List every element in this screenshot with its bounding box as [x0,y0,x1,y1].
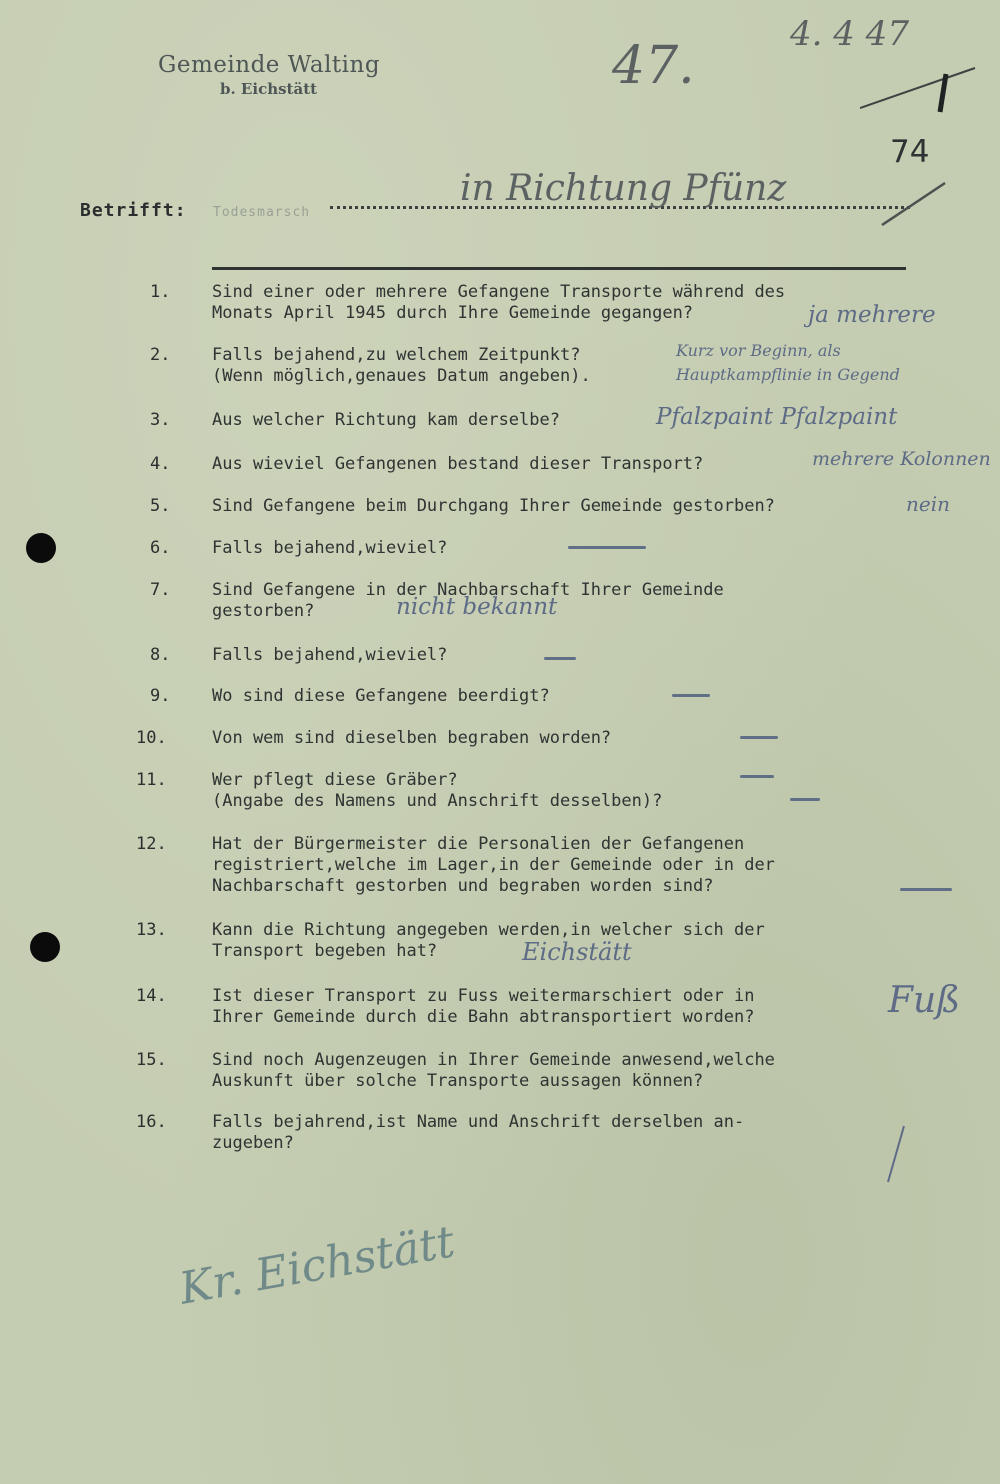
question-text: Falls bejahrend,ist Name und Anschrift derselben an- zugeben? [212,1112,745,1153]
answer-dash [900,888,952,891]
municipality-stamp [158,52,380,98]
answer-handwritten: Kurz vor Beginn, als Hauptkampflinie in Gegend [676,341,900,384]
question-text: Sind einer oder mehrere Gefangene Transporte während des Monats April 1945 durch Ihre Gemeinde gegangen? [212,282,786,323]
answer-dash [544,657,576,660]
question-text: Von wem sind dieselben begraben worden? [212,728,612,748]
stamp-district: b. Eichstätt [220,80,318,98]
answer-dash [672,694,710,697]
footer-handwritten-note: Kr. Eichstätt [175,1216,459,1315]
answer-slash-mark [884,1124,908,1186]
betreff-slash-mark [880,180,950,230]
answer-handwritten: mehrere Kolonnen [812,448,991,470]
question-text: Aus welcher Richtung kam derselbe? [212,410,560,430]
answer-handwritten: Pfalzpaint Pfalzpaint [656,404,898,430]
question-number: 13. [136,920,167,940]
question-text: Kann die Richtung angegeben werden,in welcher sich der Transport begeben hat? [212,920,765,961]
question-number: 5. [150,496,171,516]
question-text: Wer pflegt diese Gräber? (Angabe des Namens und Anschrift desselben)? [212,770,663,811]
strike-through-mark [860,50,980,120]
question-number: 2. [150,345,171,365]
answer-dash [568,546,646,549]
page-number: 74 [890,134,930,170]
betreff-faint-text: Todesmarsch [213,205,311,220]
question-number: 16. [136,1112,167,1132]
question-text: Ist dieser Transport zu Fuss weitermarschiert oder in Ihrer Gemeinde durch die Bahn abtransportiert worden? [212,986,755,1027]
answer-handwritten: Fuß [888,980,961,1021]
question-number: 4. [150,454,171,474]
question-number: 8. [150,645,171,665]
question-text: Falls bejahend,zu welchem Zeitpunkt? (Wenn möglich,genaues Datum angeben). [212,345,591,386]
answer-dash [740,775,774,778]
stamp-municipality-name: Gemeinde Walting [158,52,381,78]
question-number: 9. [150,686,171,706]
reference-number: 47. [612,36,695,96]
betreff-label: Betrifft: [80,200,187,221]
punch-hole-upper [26,533,56,563]
question-text: Aus wieviel Gefangenen bestand dieser Transport? [212,454,704,474]
question-number: 10. [136,728,167,748]
answer-handwritten: nicht bekannt [396,594,558,620]
question-text: Wo sind diese Gefangene beerdigt? [212,686,550,706]
header-rule [212,267,906,270]
question-number: 6. [150,538,171,558]
question-number: 11. [136,770,167,790]
betreff-handwritten-entry: in Richtung Pfünz [460,168,787,209]
reference-date: 4. 4 47 [790,14,909,54]
question-text: Falls bejahend,wieviel? [212,645,448,665]
answer-dash [790,798,820,801]
answer-dash [740,736,778,739]
question-number: 15. [136,1050,167,1070]
answer-handwritten: Eichstätt [522,938,632,966]
question-text: Hat der Bürgermeister die Personalien der Gefangenen registriert,welche im Lager,in der Gemeinde oder in der Nachbarschaft gestorben und begraben worden sind? [212,834,775,896]
question-number: 1. [150,282,171,302]
question-text: Falls bejahend,wieviel? [212,538,448,558]
question-number: 14. [136,986,167,1006]
punch-hole-lower [30,932,60,962]
answer-handwritten: nein [906,492,950,516]
question-text: Sind Gefangene in der Nachbarschaft Ihrer Gemeinde gestorben? [212,580,724,621]
question-text: Sind noch Augenzeugen in Ihrer Gemeinde anwesend,welche Auskunft über solche Transporte aussagen können? [212,1050,775,1091]
question-text: Sind Gefangene beim Durchgang Ihrer Gemeinde gestorben? [212,496,775,516]
question-number: 3. [150,410,171,430]
question-number: 7. [150,580,171,600]
question-number: 12. [136,834,167,854]
answer-handwritten: ja mehrere [808,302,936,328]
